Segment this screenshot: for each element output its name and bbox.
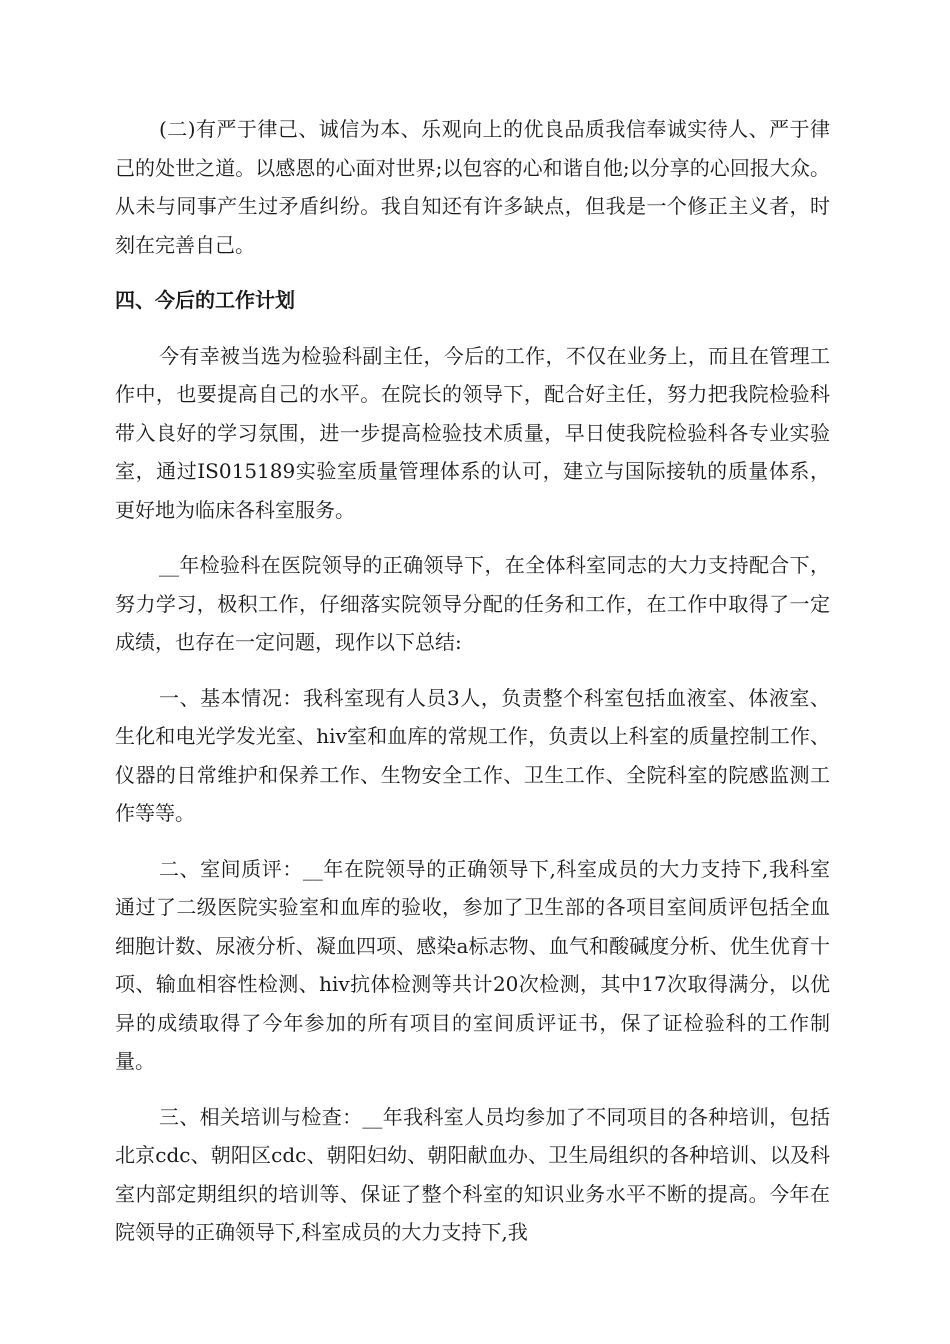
paragraph-external-quality-assessment: 二、室间质评：__年在院领导的正确领导下,科室成员的大力支持下,我科室通过了二级医院实验室和血库的验收，参加了卫生部的各项目室间质评包括全血细胞计数、尿液分析、凝血四项、感染a标志物、血气和酸碱度分析、优生优育十项、输血相容性检测、hiv抗体检测等共计20次检测，其中17次取得满分，以优异的成绩取得了今年参加的所有项目的室间质评证书，保了证检验科的工作制量。 — [115, 856, 830, 1073]
paragraph-future-plan: 今有幸被当选为检验科副主任，今后的工作，不仅在业务上，而且在管理工作中，也要提高自己的水平。在院长的领导下，配合好主任，努力把我院检验科带入良好的学习氛围，进一步提高检验技术质量，早日使我院检验科各专业实验室，通过IS015189实验室质量管理体系的认可，建立与国际接轨的质量体系，更好地为临床各科室服务。 — [115, 343, 830, 522]
paragraph-quality-character: (二)有严于律己、诚信为本、乐观向上的优良品质我信奉诚实待人、严于律己的处世之道。以感恩的心面对世界;以包容的心和谐自他;以分享的心回报大众。从未与同事产生过矛盾纠纷。我自知还有许多缺点，但我是一个修正主义者，时刻在完善自己。 — [115, 117, 830, 257]
paragraph-annual-summary-intro: __年检验科在医院领导的正确领导下，在全体科室同志的大力支持配合下，努力学习，极积工作，仔细落实院领导分配的任务和工作，在工作中取得了一定成绩，也存在一定问题，现作以下总结: — [115, 553, 830, 654]
paragraph-basic-situation: 一、基本情况：我科室现有人员3人，负责整个科室包括血液室、体液室、生化和电光学发光室、hiv室和血库的常规工作，负责以上科室的质量控制工作、仪器的日常维护和保养工作、生物安全工作、卫生工作、全院科室的院感监测工作等等。 — [115, 685, 830, 825]
paragraph-training-inspection: 三、相关培训与检查：__年我科室人员均参加了不同项目的各种培训，包括北京cdc、朝阳区cdc、朝阳妇幼、朝阳献血办、卫生局组织的各种培训、以及科室内部定期组织的培训等、保证了整个科室的知识业务水平不断的提高。今年在院领导的正确领导下,科室成员的大力支持下,我 — [115, 1104, 830, 1244]
document-page — [115, 110, 830, 1269]
section-heading-future-plan: 四、今后的工作计划 — [115, 288, 295, 312]
